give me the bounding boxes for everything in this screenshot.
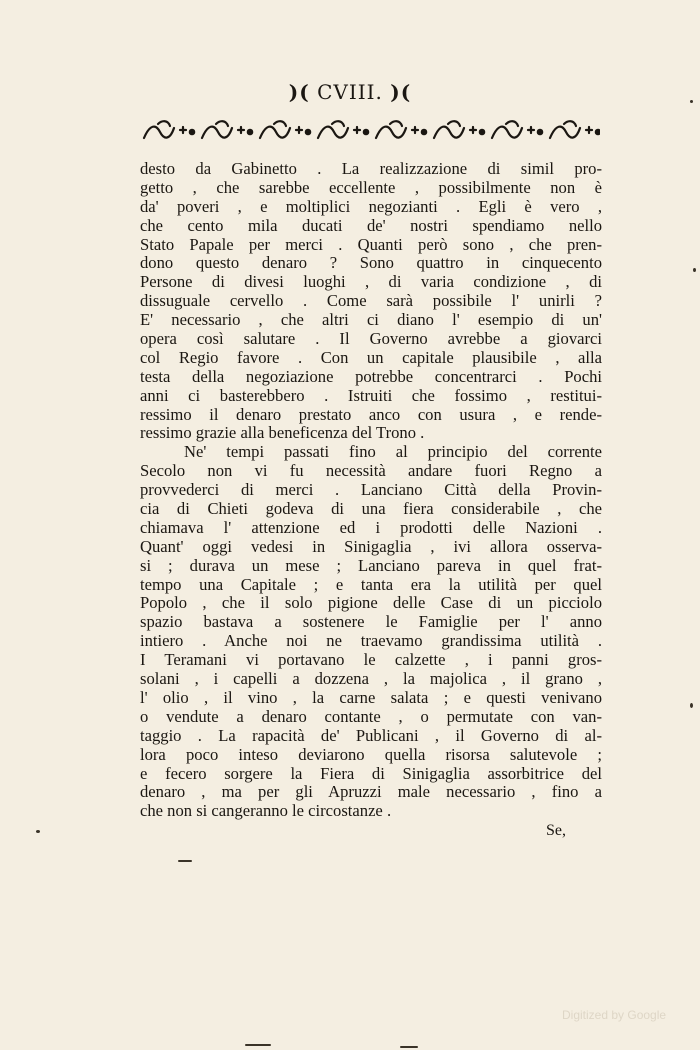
header-left-mark: )( bbox=[288, 80, 310, 104]
text-line: Stato Papale per merci . Quanti però sono , che pren- bbox=[140, 234, 602, 254]
text-line: da' poveri , e moltiplici negozianti . Egli è vero , bbox=[140, 196, 602, 216]
text-line: taggio . La rapacità de' Publicani , il Governo di al- bbox=[140, 725, 602, 745]
text-line: e fecero sorgere la Fiera di Sinigaglia assorbitrice del bbox=[140, 763, 602, 783]
text-line: provvederci di merci . Lanciano Città della Provin- bbox=[140, 480, 602, 500]
ink-speck bbox=[690, 703, 693, 708]
text-line: ressimo il denaro prestato anco con usura , e rende- bbox=[140, 404, 602, 424]
scan-watermark: Digitized by Google bbox=[562, 1008, 667, 1022]
text-line: lora poco inteso deviarono quella risorsa salutevole ; bbox=[140, 744, 602, 764]
text-line: spazio bastava a sostenere le Famiglie per l' anno bbox=[140, 612, 602, 632]
catchword: Se, bbox=[546, 822, 566, 839]
text-line: solani , i capelli a dozzena , la majolica , il grano , bbox=[140, 669, 602, 689]
text-line: Secolo non vi fu necessità andare fuori Regno a bbox=[140, 461, 602, 481]
ink-speck bbox=[245, 1044, 271, 1046]
ink-speck bbox=[690, 100, 693, 103]
text-line: che non si cangeranno le circostanze . bbox=[140, 801, 392, 821]
text-line: anni ci basterebbero . Istruiti che fossimo , restitui- bbox=[140, 385, 602, 405]
text-line: Popolo , che il solo pigione delle Case di un picciolo bbox=[140, 593, 602, 613]
text-line: Persone di divesi luoghi , di varia condizione , di bbox=[140, 272, 602, 292]
text-line: getto , che sarebbe eccellente , possibilmente non è bbox=[140, 177, 602, 197]
text-line: Ne' tempi passati fino al principio del corrente bbox=[184, 442, 602, 462]
text-line: denaro , ma per gli Apruzzi male necessario , fino a bbox=[140, 782, 602, 802]
text-line: opera così salutare . Il Governo avrebbe a giovarci bbox=[140, 329, 602, 349]
text-line: chiamava l' attenzione ed i prodotti delle Nazioni . bbox=[140, 517, 602, 537]
text-line: I Teramani vi portavano le calzette , i panni gros- bbox=[140, 650, 602, 670]
ink-speck bbox=[178, 860, 192, 862]
ink-speck bbox=[400, 1046, 418, 1048]
body-text bbox=[140, 160, 602, 821]
text-line: testa della negoziazione potrebbe concentrarci . Pochi bbox=[140, 366, 602, 386]
text-line: si ; durava un mese ; Lanciano pareva in quel frat- bbox=[140, 555, 602, 575]
text-line: E' necessario , che altri ci diano l' esempio di un' bbox=[140, 310, 602, 330]
text-line: tempo una Capitale ; e tanta era la utilità per quel bbox=[140, 574, 602, 594]
text-line: o vendute a denaro contante , o permutate con van- bbox=[140, 706, 602, 726]
header-right-mark: )( bbox=[390, 80, 412, 104]
text-line: col Regio favore . Con un capitale plausibile , alla bbox=[140, 347, 602, 367]
text-line: dono questo denaro ? Sono quattro in cinquecento bbox=[140, 253, 602, 273]
text-line: cia di Chieti godeva di una fiera considerabile , che bbox=[140, 499, 602, 519]
text-line: l' olio , il vino , la carne salata ; e questi venivano bbox=[140, 687, 602, 707]
text-line: dissuguale cervello . Come sarà possibile l' unirli ? bbox=[140, 291, 602, 311]
text-line: che cento mila ducati de' nostri spendiamo nello bbox=[140, 215, 602, 235]
ink-speck bbox=[36, 830, 40, 833]
page-header bbox=[0, 80, 700, 104]
text-line: intiero . Anche noi ne traevamo grandissima utilità . bbox=[140, 631, 602, 651]
text-line: Quant' oggi vedesi in Sinigaglia , ivi allora osserva- bbox=[140, 536, 602, 556]
ink-speck bbox=[693, 268, 696, 272]
page-number: CVIII. bbox=[317, 80, 383, 104]
text-line: ressimo grazie alla beneficenza del Trono . bbox=[140, 423, 425, 443]
text-line: desto da Gabinetto . La realizzazione di simil pro- bbox=[140, 159, 602, 178]
decorative-ornament-band bbox=[140, 118, 600, 146]
